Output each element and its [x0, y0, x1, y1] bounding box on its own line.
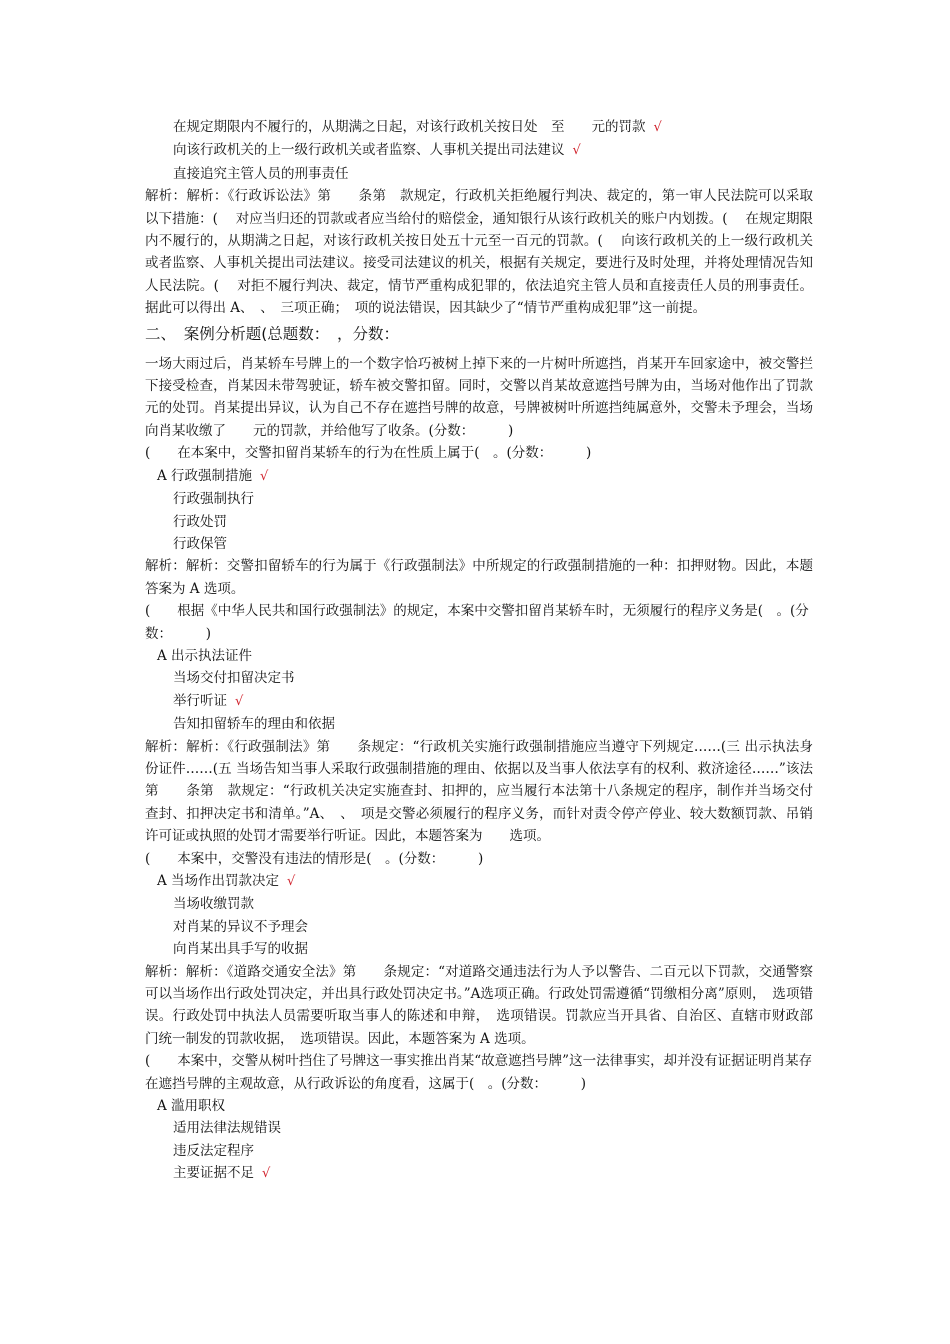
- option-line: [145, 1162, 813, 1185]
- analysis-paragraph: 解析：解析：交警扣留轿车的行为属于《行政强制法》中所规定的行政强制措施的一种：扣押财物。因此，本题答案为 A 选项。: [145, 558, 813, 597]
- option-line: [145, 116, 813, 139]
- option-text: 向该行政机关的上一级行政机关或者监察、人事机关提出司法建议: [173, 142, 565, 159]
- option-text: 直接追究主管人员的刑事责任: [173, 165, 349, 182]
- option-text: 在规定期限内不履行的，从期满之日起，对该行政机关按日处 至 元的罚款: [173, 119, 646, 135]
- question-stem: ( 本案中，交警没有违法的情形是( 。(分数： ): [145, 850, 484, 867]
- correct-check-icon: √: [287, 874, 296, 889]
- option-text: 当场作出罚款决定: [171, 873, 280, 889]
- option-label: A: [157, 647, 167, 664]
- option-line: [145, 667, 813, 689]
- section-title: 二、 案例分析题(总题数： ，分数：: [145, 324, 400, 343]
- option-text: 当场交付扣留决定书: [173, 670, 295, 687]
- option-line: [145, 916, 813, 938]
- option-text: 违反法定程序: [173, 1142, 254, 1159]
- option-text: 主要证据不足: [173, 1165, 254, 1182]
- option-line: [145, 713, 813, 735]
- option-text: 出示执法证件: [171, 647, 253, 664]
- option-text: 举行听证: [173, 692, 227, 709]
- option-text: 当场收缴罚款: [173, 896, 254, 913]
- option-line: [145, 893, 813, 915]
- option-label: A: [157, 467, 167, 484]
- correct-check-icon: √: [260, 468, 269, 484]
- analysis-paragraph: 解析：解析：《行政诉讼法》第 条第 款规定，行政机关拒绝履行判决、裁定的，第一审人民法院可以采取以下措施：( 对应当归还的罚款或者应当给付的赔偿金，通知银行从该行政机关的账户内划拨。( 在规定期限内不履行的，从期满之日起，对该行政机关按日处五十元至一百元的罚款。( 向该行政机关的上一级行政机关或者监察、人事机关提出司法建议。接受司法建议的机关，根据有关规定，要进行及时处理，并将处理情况告知人民法院。( 对拒不履行判决、裁定，情节严重构成犯罪的，依法追究主管人员和直接责任人员的刑事责任。据此可以得出 A、 、 三项正确； 项的说法错误，因其缺少了“情节严重构成犯罪”这一前提。: [145, 188, 813, 317]
- option-line: [145, 1117, 813, 1139]
- option-line: [145, 938, 813, 960]
- case-text: 一场大雨过后，肖某轿车号牌上的一个数字恰巧被树上掉下来的一片树叶所遮挡，肖某开车回家途中，被交警拦下接受检查，肖某因未带驾驶证，轿车被交警扣留。同时，交警以肖某故意遮挡号牌为由，当场对他作出了罚款 元的处罚。肖某提出异议，认为自己不存在遮挡号牌的故意，号牌被树叶所遮挡纯属意外，交警未予理会，当场向肖某收缴了 元的罚款，并给他写了收条。(分数： ): [145, 355, 840, 439]
- analysis-paragraph: 解析：解析：《行政强制法》第 条规定：“行政机关实施行政强制措施应当遵守下列规定……(三 出示执法身份证件……(五 当场告知当事人采取行政强制措施的理由、依据以及当事人依法享有的权利、救济途径……”该法第 条第 款规定：“行政机关决定实施查封、扣押的，应当履行本法第十八条规定的程序，制作并当场交付查封、扣押决定书和清单。”A、 、 项是交警必须履行的程序义务，而针对责令停产停业、较大数额罚款、吊销许可证或执照的处罚才需要举行听证。因此，本题答案为 选项。: [145, 738, 813, 845]
- option-line: [145, 1140, 813, 1162]
- option-label: A: [157, 1098, 167, 1115]
- option-line: [145, 870, 813, 893]
- question-stem: ( 本案中，交警从树叶挡住了号牌这一事实推出肖某“故意遮挡号牌”这一法律事实，却并没有证据证明肖某存在遮挡号牌的主观故意，从行政诉讼的角度看，这属于( 。(分数： ): [145, 1053, 813, 1092]
- option-line: [145, 139, 813, 162]
- option-text: 向肖某出具手写的收据: [173, 941, 308, 958]
- option-text: 行政保管: [173, 535, 227, 552]
- option-line: [145, 1095, 813, 1117]
- option-line: [145, 488, 813, 510]
- document-page: [145, 116, 840, 1186]
- option-line: [145, 533, 813, 555]
- option-line: [145, 645, 813, 667]
- correct-check-icon: √: [653, 120, 662, 135]
- option-line: [145, 163, 813, 185]
- option-line: [145, 465, 813, 488]
- question-stem: ( 在本案中，交警扣留肖某轿车的行为在性质上属于( 。(分数： ): [145, 445, 592, 462]
- option-text: 适用法律法规错误: [173, 1120, 281, 1137]
- option-text: 行政强制执行: [173, 491, 254, 508]
- analysis-paragraph: 解析：解析：《道路交通安全法》第 条规定：“对道路交通违法行为人予以警告、二百元以下罚款，交通警察可以当场作出行政处罚决定，并出具行政处罚决定书。”A选项正确。行政处罚需遵循“罚缴相分离”原则， 选项错误。行政处罚中执法人员需要听取当事人的陈述和申辩， 选项错误。罚款应当开具省、自治区、直辖市财政部门统一制发的罚款收据， 选项错误。因此，本题答案为 A 选项。: [145, 963, 813, 1047]
- correct-check-icon: √: [262, 1166, 271, 1182]
- option-label: A: [157, 873, 167, 889]
- option-text: 对肖某的异议不予理会: [173, 918, 308, 935]
- question-stem: ( 根据《中华人民共和国行政强制法》的规定，本案中交警扣留肖某轿车时，无须履行的程序义务是( 。(分数： ): [145, 603, 809, 642]
- correct-check-icon: √: [235, 693, 244, 709]
- correct-check-icon: √: [572, 143, 581, 159]
- option-text: 告知扣留轿车的理由和依据: [173, 716, 335, 733]
- option-text: 行政强制措施: [171, 467, 253, 484]
- option-line: [145, 690, 813, 713]
- option-text: 滥用职权: [171, 1098, 226, 1115]
- option-text: 行政处罚: [173, 513, 227, 530]
- option-line: [145, 511, 813, 533]
